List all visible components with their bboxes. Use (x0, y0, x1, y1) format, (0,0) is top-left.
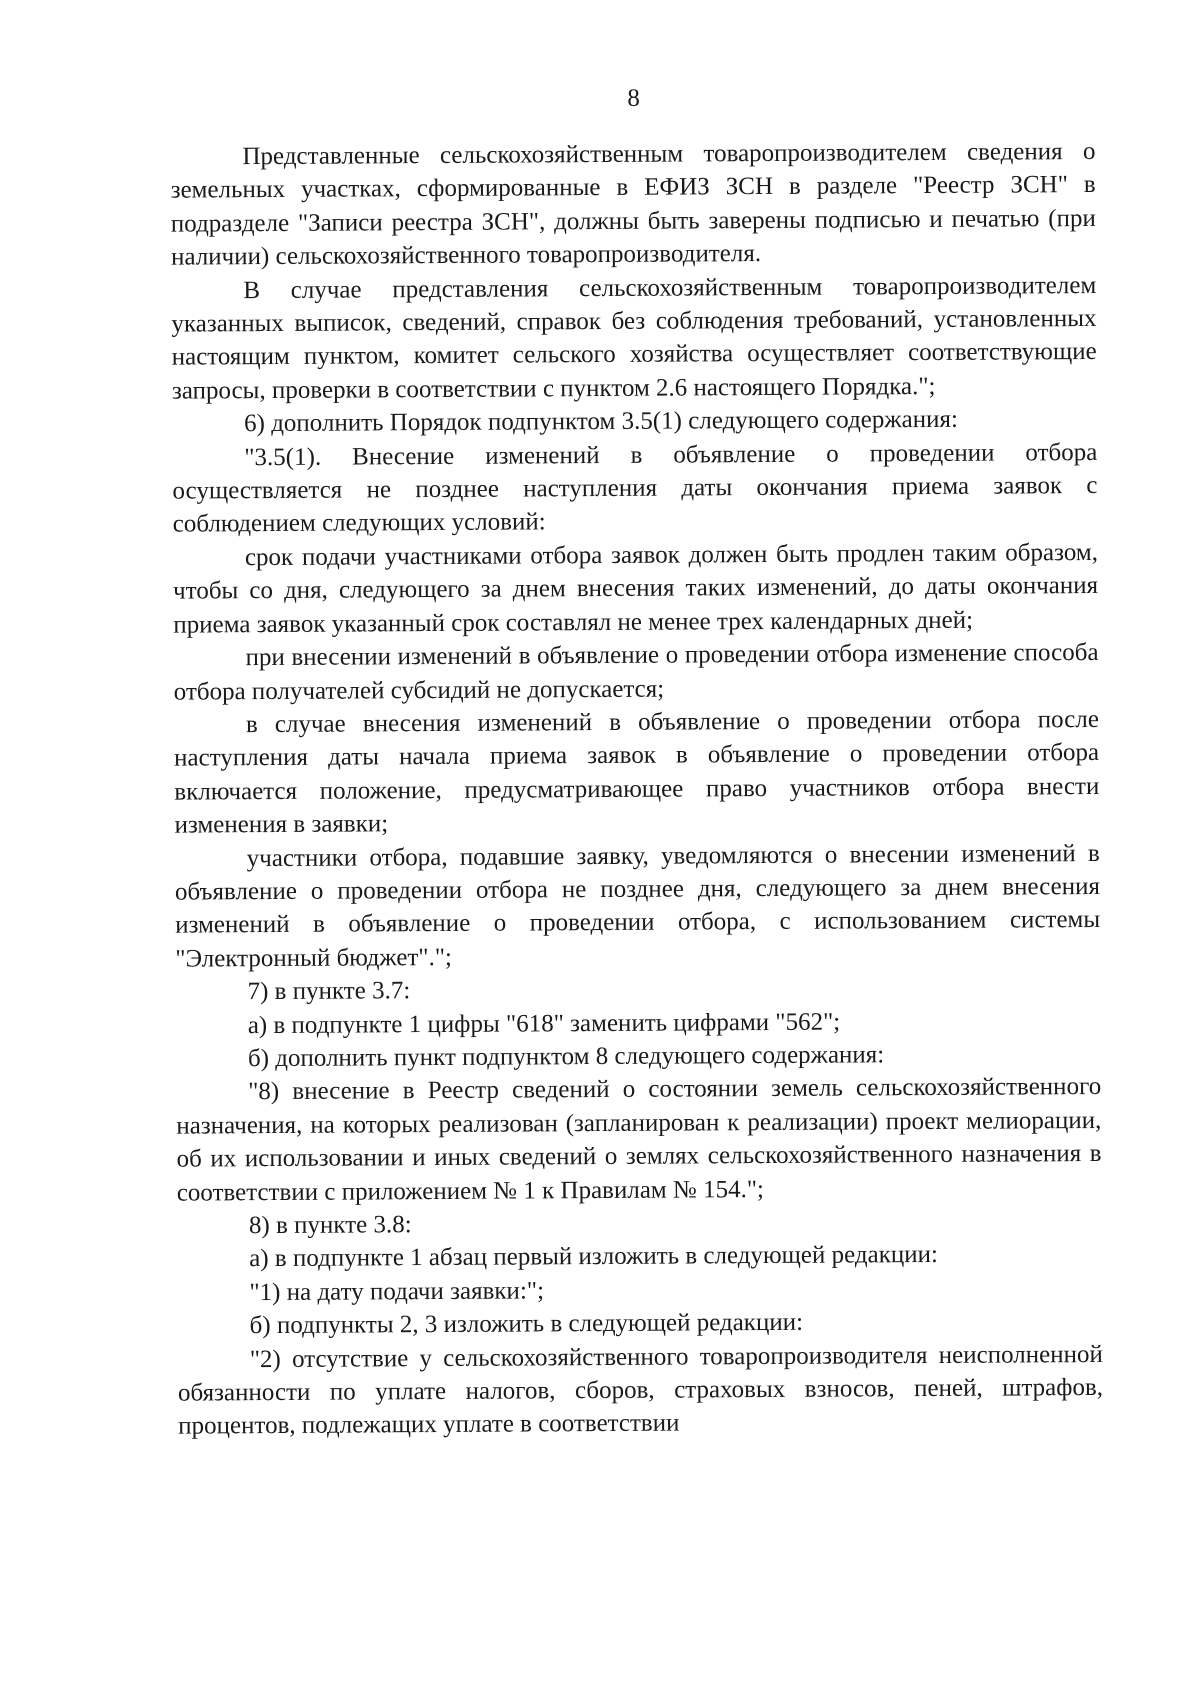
paragraph: а) в подпункте 1 абзац первый изложить в следующей редакции: (249, 1241, 938, 1273)
paragraph: в случае внесения изменений в объявление о проведении отбора после наступления даты начала приема заявок в объявление о проведении отбора включается положение, предусматривающее право участников отбора внести изменения в заявки; (174, 705, 1100, 839)
page-number: 8 (627, 84, 640, 112)
paragraph: срок подачи участниками отбора заявок должен быть продлен таким образом, чтобы со дня, следующего за днем внесения таких изменений, до даты окончания приема заявок указанный срок составлял не менее трех календарных дней; (173, 538, 1099, 639)
paragraph: б) дополнить пункт подпунктом 8 следующего содержания: (247, 1041, 885, 1073)
paragraph: "8) внесение в Реестр сведений о состоянии земель сельскохозяйственного назначения, на которых реализован (запланирован к реализации) проект мелиорации, об их использовании и иных сведений о землях сельскохозяйственного назначения в соответствии с приложением № 1 к Правилам № 154."; (176, 1073, 1102, 1207)
paragraph: участники отбора, подавшие заявку, уведомляются о внесении изменений в объявление о проведении отбора не позднее дня, следующего за днем внесения изменений в объявление о проведении отбора, с использованием системы "Электронный бюджет"."; (174, 839, 1101, 973)
paragraph: "3.5(1). Внесение изменений в объявление о проведении отбора осуществляется не позднее наступления даты окончания приема заявок с соблюдением следующих условий: (172, 438, 1098, 539)
paragraph: Представленные сельскохозяйственным товаропроизводителем сведения о земельных участках, сформированные в ЕФИЗ ЗСН в разделе "Реестр ЗСН" в подразделе "Записи реестра ЗСН", должны быть заверены подписью и печатью (при наличии) сельскохозяйственного товаропроизводителя. (170, 137, 1096, 271)
document-body (170, 135, 1103, 1443)
paragraph: В случае представления сельскохозяйственным товаропроизводителем указанных выписок, сведений, справок без соблюдения требований, установленных настоящим пунктом, комитет сельского хозяйства осуществляет соответствующие запросы, проверки в соответствии с пунктом 2.6 настоящего Порядка."; (171, 271, 1097, 405)
paragraph: 7) в пункте 3.7: (247, 977, 411, 1006)
paragraph: а) в подпункте 1 цифры "618" заменить цифрами "562"; (247, 1008, 841, 1039)
paragraph: 6) дополнить Порядок подпунктом 3.5(1) следующего содержания: (244, 406, 959, 438)
paragraph: "2) отсутствие у сельскохозяйственного товаропроизводителя неисполненной обязанности по уплате налогов, сборов, страховых взносов, пеней, штрафов, процентов, подлежащих уплате в соответствии (177, 1340, 1104, 1441)
paragraph: 8) в пункте 3.8: (248, 1211, 412, 1240)
paragraph: при внесении изменений в объявление о проведении отбора изменение способа отбора получателей субсидий не допускается; (173, 639, 1099, 706)
paragraph: "1) на дату подачи заявки:"; (249, 1277, 545, 1306)
paragraph: б) подпункты 2, 3 изложить в следующей редакции: (249, 1309, 804, 1340)
